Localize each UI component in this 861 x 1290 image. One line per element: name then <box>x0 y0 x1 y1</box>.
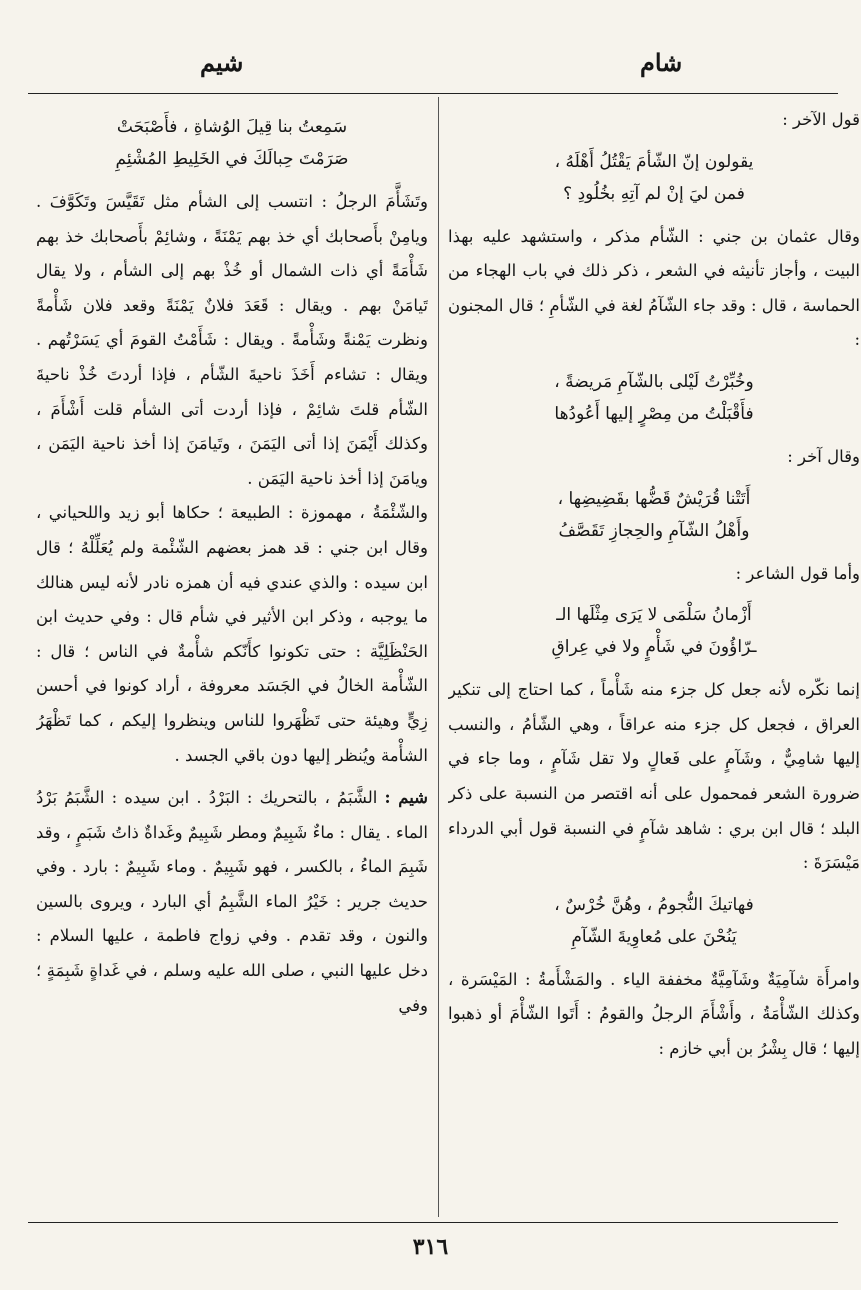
paragraph: إنما نكّره لأنه جعل كل جزء منه شَأْماً ، كما احتاج إلى تنكير العراق ، فجعل كل جزء منه عراقاً ، وهي الشّأمُ ، والنسب إليها شامِيٌّ ، وشَآمٍ على فَعالٍ ولا تقل شَآمٍ ، وما جاء في ضرورة الشعر فمحمول على أنه اقتصر من النسبة على ذكر البلد ؛ قال ابن بري : شاهد شآمٍ في النسبة قول أبي الدرداء مَيْسَرَةَ : <box>448 680 860 873</box>
verse <box>448 889 860 953</box>
verse <box>448 146 860 210</box>
paragraph: وقال عثمان بن جني : الشّأم مذكر ، واستشهد عليه بهذا البيت ، وأجاز تأنيثه في الشعر ، ذكر ذلك في باب الهجاء من الحماسة ، قال : وقد جاء الشّآمُ لغة في الشّأمِ ؛ قال المجنون : <box>448 226 860 350</box>
verse-line: أَزْمانُ سَلْمَى لا يَرَى مِثْلَها الـ <box>556 605 752 626</box>
verse-line: وخُبِّرْتُ لَيْلى بالشّآمِ مَريضةً ، <box>554 371 754 392</box>
verse-line: فمن ليَ إنْ لم آتِهِ بخُلُودِ ؟ <box>563 183 745 204</box>
page-number: ٣١٦ <box>412 1234 449 1260</box>
verse-line: فهاتيكَ النُّجومُ ، وهُنَّ خُرْسٌ ، <box>554 894 754 915</box>
verse-line: فأَقْبَلْتُ من مِصْرٍ إليها أَعُودُها <box>554 403 754 424</box>
entry-shym <box>36 781 428 1023</box>
paragraph: وتَشَأَّمَ الرجلُ : انتسب إلى الشأم مثل تَقَيَّسَ وتَكَوَّفَ . ويامِنْ بأَصحابك أي خذ بهم يَمْنَةً ، وشائِمْ بأَصحابك خذ بهم شَأْمَةً أي ذات الشمال أو خُذْ بهم إلى الشأم ، ولا يقال تَيامَنْ بهم . ويقال : قَعَدَ فلانٌ يَمْنَةً وقعد فلان شَأْمةً ونظرت يَمْنةً وشَأْمةً . ويقال : شَأَمْتُ القومَ أي يَسَرْتُهم . ويقال : تشاءم أَخَذَ ناحيةَ الشّأم ، فإذا أردتَ خُذْ ناحيةَ الشّأم قلتَ شائِمْ ، فإذا أردت أتى الشأم قلت أَشْأَمَ ، وكذلك أَيْمَنَ إذا أتى اليَمَنَ ، وتَيامَنَ إذا أخذ ناحية اليَمَن ، ويامَنَ إذا أخذ ناحية اليَمَن . <box>36 192 428 488</box>
verse <box>36 111 428 175</box>
entry-headword: شيم : <box>384 788 428 808</box>
verse-line: صَرَمْتَ حِبالَكَ في الخَلِيطِ المُشْئِمِ <box>115 149 349 169</box>
verse-line: يَنُحْنَ على مُعاوِيةَ الشّآمِ <box>571 926 737 947</box>
paragraph: وقال آخر : <box>787 446 860 466</box>
verse <box>448 599 860 663</box>
header-right-word: شام <box>640 48 683 77</box>
header-left-word: شيم <box>200 48 244 77</box>
top-rule <box>28 93 838 94</box>
verse-line: ـرّاؤُونَ في شَأْمٍ ولا في عِراقِ <box>551 637 757 658</box>
paragraph: قول الآخر : <box>782 110 860 129</box>
entry-text: الشَّبَمُ ، بالتحريك : البَرْدُ . ابن سيده : الشَّبَمُ بَرْدُ الماء . يقال : ماءٌ شَبِيمٌ ومطر شَبِيمٌ وغَداةٌ ذاتُ شَبَمٍ ، وقد شَبِمَ الماءُ ، بالكسر ، فهو شَبِيمٌ . وماء شَبِيمٌ : بارد . وفي حديث جرير : خَيْرُ الماء الشَّبِمُ أي البارد ، ويروى بالسين والنون ، وقد تقدم . وفي زواج فاطمة ، عليها السلام : دخل عليها النبي ، صلى الله عليه وسلم ، في غَداةٍ شَبِمَةٍ ؛ وفي <box>36 788 428 1015</box>
column-divider <box>438 97 439 1217</box>
verse-line: أَتَتْنا قُرَيْشٌ قَضُّها بقَضِيضِها ، <box>557 488 751 509</box>
paragraph: وأما قول الشاعر : <box>735 563 860 583</box>
verse-line: يقولون إنّ الشّأمَ يَقْتُلُ أَهْلَهُ ، <box>554 151 754 172</box>
verse-line: سَمِعتُ بنا قِيلَ الوُشاةِ ، فأَصْبَحَتْ <box>116 117 348 137</box>
verse-line: وأَهْلُ الشّآمِ والحِجازِ تَقَصَّفُ <box>558 520 750 541</box>
entry-gap <box>36 773 428 781</box>
paragraph: وامرأَة شآمِيَةٌ وشَآمِيَّةٌ مخففة الياء . والمَشْأَمةُ : المَيْسَرة ، وكذلك الشّأْمَةُ ، وأَشْأَمَ الرجلُ والقومُ : أَتَوا الشّأْمَ أو ذهبوا إليها ؛ قال بِشْرُ بن أبي خازم : <box>448 969 860 1058</box>
right-column <box>448 103 860 1213</box>
left-column <box>36 103 428 1213</box>
paragraph: والشّئْمَةُ ، مهموزة : الطبيعة ؛ حكاها أبو زيد واللحياني ، وقال ابن جني : قد همز بعضهم الشّئْمة ولم يُعَلِّلْهُ ؛ قال ابن سيده : والذي عندي فيه أن همزه نادر لأنه ليس هنالك ما يوجبه ، وذكر ابن الأثير في شأم قال : وفي حديث ابن الحَنْظَلِيَّة : حتى تكونوا كأَنّكم شأْمةٌ في الناس ؛ قال : الشّأْمة الخالُ في الجَسَد معروفة ، أراد كونوا في أحسن زِيٍّ وهيئة حتى تَظْهَروا للناس وينظروا إليكم ، كما تَظْهَرُ الشأْمة ويُنظر إليها دون باقي الجسد . <box>36 503 428 765</box>
bottom-rule <box>28 1222 838 1223</box>
verse <box>448 483 860 547</box>
verse <box>448 366 860 430</box>
